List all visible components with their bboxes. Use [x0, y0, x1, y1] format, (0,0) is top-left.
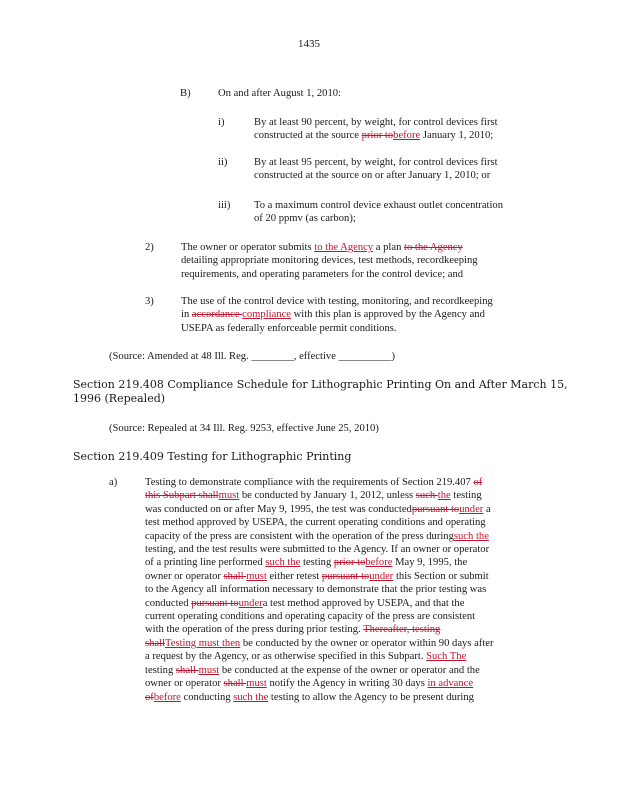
item-b-label: B): [180, 88, 191, 99]
item-a-label: a): [109, 477, 118, 488]
item-2-label: 2): [145, 242, 154, 253]
page-number: 1435: [298, 38, 320, 50]
section-409-heading: Section 219.409 Testing for Lithographic Printing: [73, 450, 352, 463]
item-3-label: 3): [145, 296, 154, 307]
source-note-repealed: (Source: Repealed at 34 Ill. Reg. 9253, effective June 25, 2010): [109, 423, 379, 434]
item-b-ii-label: ii): [218, 157, 228, 168]
item-b-i-text: By at least 90 percent, by weight, for control devices first constructed at the source prior tobefore January 1, 2010;: [254, 117, 498, 142]
item-b-iii-text: To a maximum control device exhaust outlet concentration of 20 ppmv (as carbon);: [254, 200, 504, 225]
item-a-text: Testing to demonstrate compliance with the requirements of Section 219.407 of this Subpart shallmust be conducted by January 1, 2012, unless such the testing was conducted on or after May 9, 1995, the test was conductedpursuant tounder a test method approved by USEPA, the current operating conditions and operating capacity of the press are consistent with the operation of the press duringsuch the testing, and the test results were submitted to the Agency. If an owner or operator of a printing line performed such the testing prior tobefore May 9, 1995, the owner or operator shall must either retest pursuant tounder this Section or submit to the Agency all information necessary to demonstrate that the prior testing was conducted pursuant toundera test method approved by USEPA, and that the current operating conditions and operating capacity of the press are consistent with the operation of the press during prior testing. Thereafter, testing shallTesting must then be conducted by the owner or operator within 90 days after a request by the Agency, or as otherwise specified in this Subpart. Such The testing shall must be conducted at the expense of the owner or operator and the owner or operator shall must notify the Agency in writing 30 days in advance ofbefore conducting such the testing to allow the Agency to be present during: [145, 477, 494, 703]
source-note-amended: (Source: Amended at 48 Ill. Reg. ________, effective __________): [109, 351, 396, 362]
item-b-iii-label: iii): [218, 200, 231, 211]
item-2-text: The owner or operator submits to the Agency a plan to the Agency detailing appropriate monitoring devices, test methods, recordkeeping requirements, and operating parameters for the control device; and: [181, 242, 478, 280]
item-b-i-label: i): [218, 117, 225, 128]
section-408-heading: Section 219.408 Compliance Schedule for Lithographic Printing On and After March 15, 1996 (Repealed): [73, 378, 568, 405]
item-b-text: On and after August 1, 2010:: [218, 88, 341, 99]
item-3-text: The use of the control device with testing, monitoring, and recordkeeping in accordance compliance with this plan is approved by the Agency and USEPA as federally enforceable permit conditions.: [181, 296, 493, 334]
item-b-ii-text: By at least 95 percent, by weight, for control devices first constructed at the source on or after January 1, 2010; or: [254, 157, 498, 182]
